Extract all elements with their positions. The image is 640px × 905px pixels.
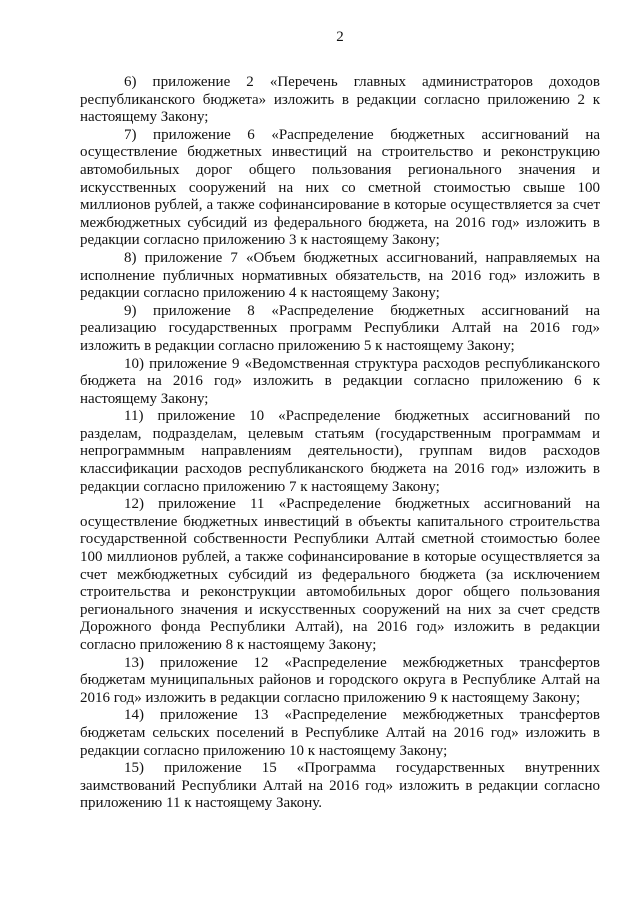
list-item: 10) приложение 9 «Ведомственная структура расходов республиканского бюджета на 2016 год» изложить в редакции согласно приложению 6 к настоящему Закону; <box>80 355 600 407</box>
document-page <box>80 28 600 813</box>
list-item: 12) приложение 11 «Распределение бюджетных ассигнований на осуществление бюджетных инвестиций в объекты капитального строительства государственной собственности Республики Алтай сметной стоимостью более 100 миллионов рублей, а также софинансирование в которые осуществляется за счет межбюджетных субсидий из федерального бюджета (за исключением строительства и реконструкции автомобильных дорог общего пользования регионального значения и искусственных сооружений на них за счет средств Дорожного фонда Республики Алтай), на 2016 год» изложить в редакции согласно приложению 8 к настоящему Закону; <box>80 496 600 653</box>
list-item: 15) приложение 15 «Программа государственных внутренних заимствований Республики Алтай на 2016 год» изложить в редакции согласно приложению 11 к настоящему Закону. <box>80 760 600 812</box>
list-item: 8) приложение 7 «Объем бюджетных ассигнований, направляемых на исполнение публичных нормативных обязательств, на 2016 год» изложить в редакции согласно приложению 4 к настоящему Закону; <box>80 249 600 302</box>
amendment-list <box>80 74 600 813</box>
list-item: 14) приложение 13 «Распределение межбюджетных трансфертов бюджетам сельских поселений в Республике Алтай на 2016 год» изложить в редакции согласно приложению 10 к настоящему Закону; <box>80 707 600 759</box>
list-item: 6) приложение 2 «Перечень главных администраторов доходов республиканского бюджета» изложить в редакции согласно приложению 2 к настоящему Закону; <box>80 74 600 126</box>
list-item: 11) приложение 10 «Распределение бюджетных ассигнований по разделам, подразделам, целевым статьям (государственным программам и непрограммным направлениям деятельности), группам видов расходов классификации расходов республиканского бюджета на 2016 год» изложить в редакции согласно приложению 7 к настоящему Закону; <box>80 408 600 495</box>
list-item: 13) приложение 12 «Распределение межбюджетных трансфертов бюджетам муниципальных районов и городского округа в Республике Алтай на 2016 год» изложить в редакции согласно приложению 9 к настоящему Закону; <box>80 654 600 706</box>
page-number: 2 <box>336 29 344 45</box>
list-item: 7) приложение 6 «Распределение бюджетных ассигнований на осуществление бюджетных инвестиций на строительство и реконструкцию автомобильных дорог общего пользования регионального значения и искусственных сооружений на них со сметной стоимостью свыше 100 миллионов рублей, а также софинансирование в которые осуществляется за счет межбюджетных субсидий из федерального бюджета, на 2016 год» изложить в редакции согласно приложению 3 к настоящему Закону; <box>80 126 600 249</box>
list-item: 9) приложение 8 «Распределение бюджетных ассигнований на реализацию государственных программ Республики Алтай на 2016 год» изложить в редакции согласно приложению 5 к настоящему Закону; <box>80 302 600 354</box>
